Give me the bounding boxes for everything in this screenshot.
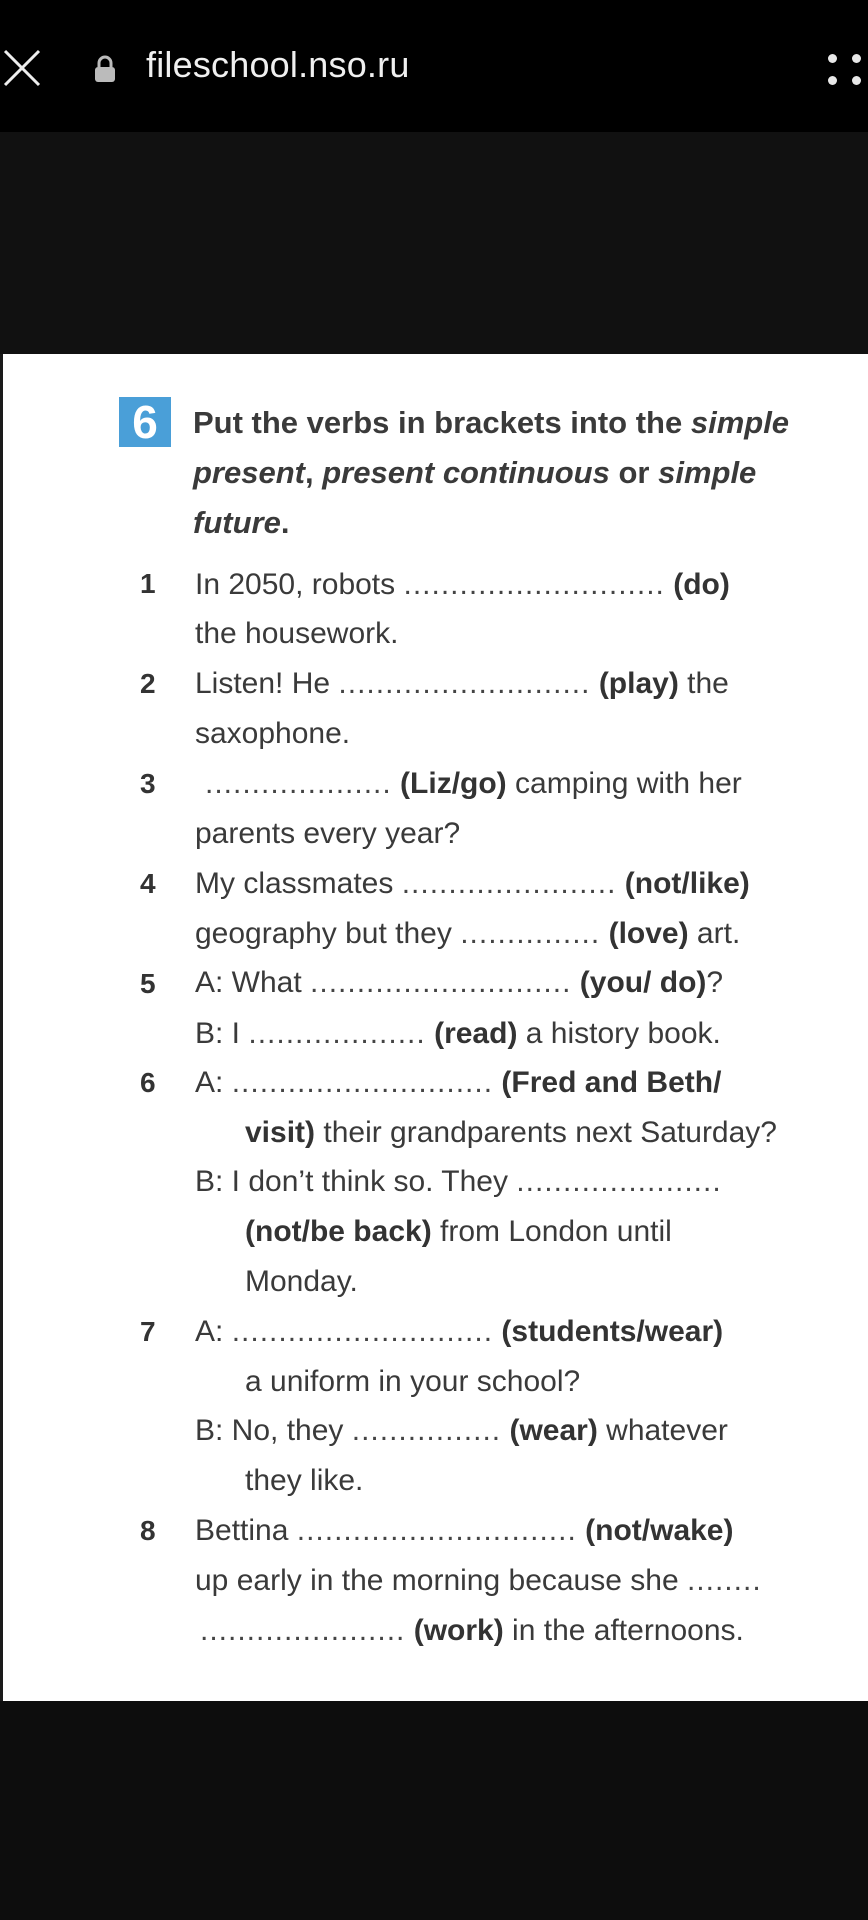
item-line [205, 764, 742, 804]
item-line [195, 1063, 721, 1103]
item-line [195, 864, 750, 904]
answer-blank: ............... [460, 917, 601, 950]
item-number: 2 [140, 668, 156, 699]
answer-blank: ....................... [401, 867, 617, 900]
verb-prompt: (Liz/go) [400, 767, 507, 800]
answer-blank: ........ [686, 1564, 762, 1597]
item-number: 4 [140, 868, 156, 899]
line-text: the [678, 667, 729, 700]
verb-prompt: (work) [413, 1614, 504, 1647]
line-text: B: No, they [195, 1414, 352, 1447]
line-text: the housework. [195, 617, 399, 650]
line-text: art. [688, 917, 741, 950]
answer-blank: ............................ [403, 568, 665, 601]
item-number: 1 [140, 568, 156, 599]
item-line [245, 1212, 672, 1252]
item-number: 8 [140, 1515, 156, 1546]
line-text: saxophone. [195, 717, 351, 750]
answer-blank: .................... [205, 767, 392, 800]
item-line [195, 1162, 722, 1202]
line-text: B: I don’t think so. They [195, 1165, 517, 1198]
line-text: Listen! He [195, 667, 339, 700]
item-line [195, 1511, 734, 1551]
item-line [195, 1312, 723, 1352]
answer-blank: ............................ [231, 1315, 494, 1348]
line-text: A: What [195, 966, 311, 999]
item-line [195, 714, 350, 754]
item-line [195, 814, 460, 854]
item-line [245, 1362, 580, 1402]
close-icon[interactable] [2, 48, 42, 88]
item-line [245, 1262, 358, 1302]
item-line [195, 1014, 721, 1054]
item-line [195, 963, 723, 1003]
verb-prompt: (play) [598, 667, 679, 700]
answer-blank: ............................ [231, 1066, 494, 1099]
verb-prompt: (wear) [509, 1414, 598, 1447]
verb-prompt: (love) [608, 917, 689, 950]
verb-prompt: (not/like) [624, 867, 750, 900]
answer-blank: ................ [351, 1414, 502, 1447]
line-text: up early in the morning because she [195, 1564, 687, 1597]
address-bar-url[interactable]: fileschool.nso.ru [146, 44, 410, 85]
line-text: In 2050, robots [195, 568, 404, 601]
line-text: ? [706, 966, 724, 999]
verb-prompt: (you/ do) [579, 966, 707, 999]
verb-prompt: (Fred and Beth/ [501, 1066, 722, 1099]
line-text: Bettina [195, 1514, 297, 1547]
item-line [245, 1113, 777, 1153]
answer-blank: ........................... [338, 667, 591, 700]
line-text: A: [195, 1315, 232, 1348]
line-text: Monday. [245, 1265, 358, 1298]
item-number: 7 [140, 1316, 156, 1347]
item-line [245, 1461, 363, 1501]
item-line [200, 1611, 744, 1651]
item-number: 5 [140, 968, 156, 999]
verb-prompt: (do) [673, 568, 730, 601]
line-text: whatever [597, 1414, 728, 1447]
answer-blank: .............................. [296, 1514, 577, 1547]
line-text: a uniform in your school? [245, 1365, 581, 1398]
item-line [195, 1561, 762, 1601]
viewer-background-top [0, 132, 868, 354]
item-number: 3 [140, 768, 156, 799]
item-line [195, 1411, 728, 1451]
browser-toolbar [0, 0, 868, 132]
line-text: parents every year? [195, 817, 461, 850]
line-text: A: [195, 1066, 232, 1099]
verb-prompt: (not/wake) [585, 1514, 734, 1547]
answer-blank: ................... [248, 1017, 426, 1050]
line-text: My classmates [195, 867, 402, 900]
line-text: they like. [245, 1464, 364, 1497]
line-text: their grandparents next Saturday? [315, 1116, 777, 1149]
verb-prompt: (students/wear) [501, 1315, 724, 1348]
item-line [195, 565, 730, 605]
answer-blank: ...................... [200, 1614, 406, 1647]
viewer-background-bottom [0, 1701, 868, 1920]
line-text: camping with her [506, 767, 742, 800]
more-menu-icon[interactable] [826, 50, 866, 90]
line-text: geography but they [195, 917, 461, 950]
item-line [195, 664, 729, 704]
exercise-number-badge: 6 [119, 397, 171, 447]
answer-blank: ...................... [516, 1165, 722, 1198]
item-line [195, 614, 398, 654]
line-text: B: I [195, 1017, 249, 1050]
line-text: in the afternoons. [503, 1614, 744, 1647]
item-number: 6 [140, 1067, 156, 1098]
item-line [195, 914, 740, 954]
line-text: from London until [431, 1215, 672, 1248]
verb-prompt: (read) [434, 1017, 518, 1050]
line-text: a history book. [517, 1017, 721, 1050]
verb-prompt: visit) [245, 1116, 316, 1149]
lock-icon [93, 54, 117, 84]
verb-prompt: (not/be back) [245, 1215, 432, 1248]
exercise-instruction: Put the verbs in brackets into the simple present, present continuous or simple future. [193, 405, 790, 540]
answer-blank: ............................ [310, 966, 572, 999]
